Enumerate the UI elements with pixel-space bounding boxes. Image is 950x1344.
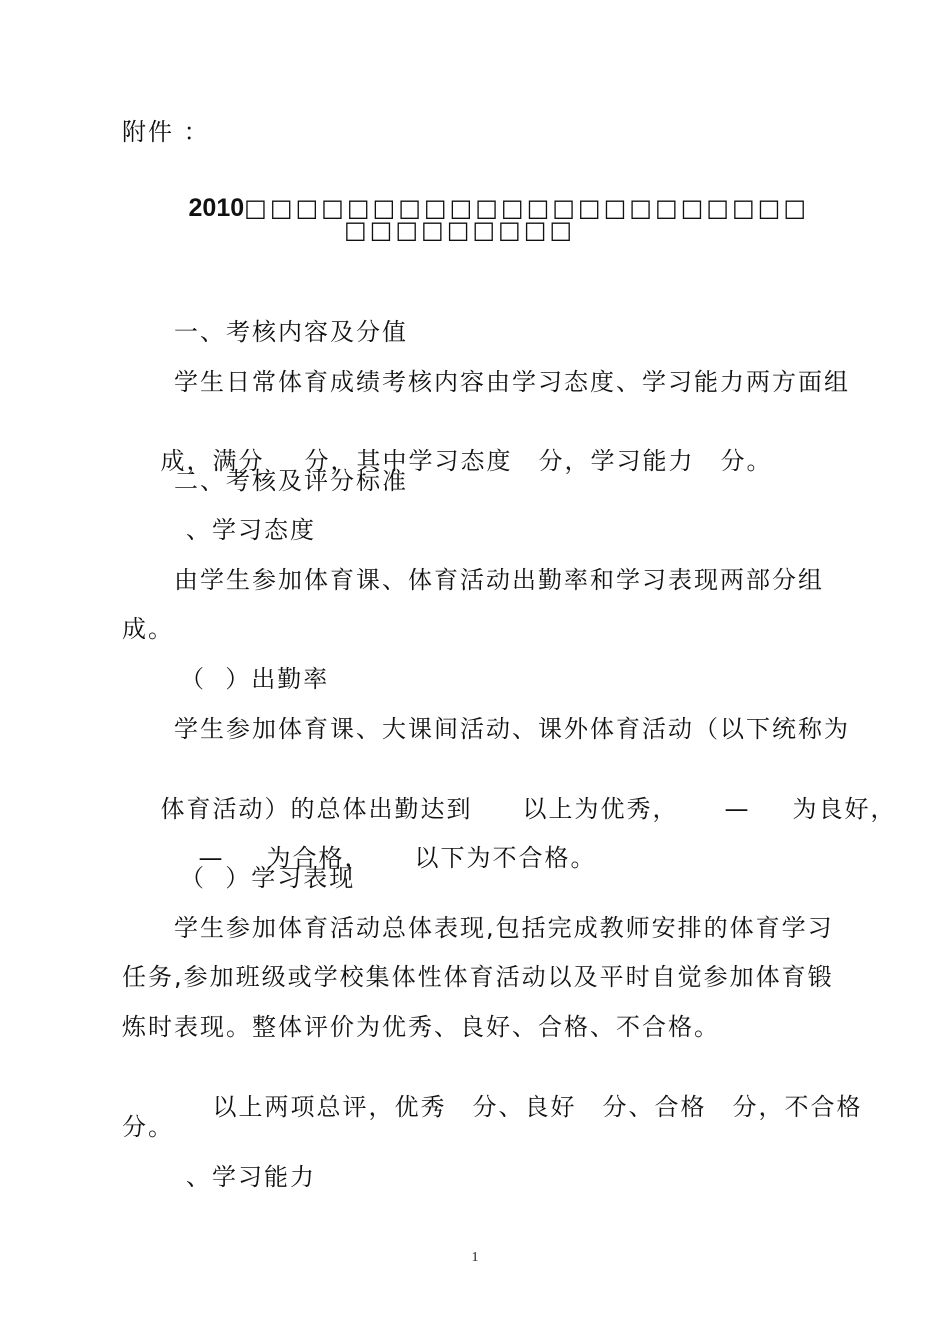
text-fragment: 以上为优秀，	[522, 795, 679, 823]
performance-paragraph-line3: 炼时表现。整体评价为优秀、良好、合格、不合格。	[122, 1013, 720, 1041]
summary-line2: 分。	[122, 1113, 174, 1141]
attitude-paragraph-line2: 成。	[122, 615, 174, 643]
summary-line1	[174, 1062, 863, 1152]
attachment-label: 附件 ：	[122, 118, 210, 146]
section-1-paragraph-line1: 学生日常体育成绩考核内容由学习态度、学习能力两方面组	[174, 368, 850, 396]
text-fragment: 分。	[720, 447, 773, 475]
performance-heading: （ ）学习表现	[180, 864, 356, 892]
text-fragment: 分，不合格	[732, 1093, 863, 1121]
text-fragment: 为良好，	[792, 795, 897, 823]
text-fragment: —	[724, 795, 751, 823]
attendance-paragraph-line1: 学生参加体育课、大课间活动、课外体育活动（以下统称为	[174, 715, 850, 743]
subsection-attitude-heading: 、学习态度	[186, 516, 316, 544]
performance-paragraph-line2: 任务,参加班级或学校集体性体育活动以及平时自觉参加体育锻	[122, 963, 834, 991]
text-fragment: 以下为不合格。	[414, 844, 597, 872]
document-title-line2: □□□□□□□□□	[344, 216, 576, 244]
subsection-ability-heading: 、学习能力	[186, 1163, 316, 1191]
text-fragment: —	[198, 844, 225, 872]
text-fragment: 分，学习能力	[538, 447, 695, 475]
section-2-heading: 二、考核及评分标准	[174, 467, 408, 495]
text-fragment: 分，其中学习态度	[304, 447, 513, 475]
performance-paragraph-line1: 学生参加体育活动总体表现,包括完成教师安排的体育学习	[174, 914, 834, 942]
text-fragment: 为合格，	[266, 844, 371, 872]
section-1-heading: 一、考核内容及分值	[174, 318, 408, 346]
text-fragment: 分、良好	[472, 1093, 577, 1121]
text-fragment: 分、合格	[602, 1093, 707, 1121]
attitude-paragraph-line1: 由学生参加体育课、体育活动出勤率和学习表现两部分组	[174, 566, 824, 594]
attendance-heading: （ ）出勤率	[180, 665, 330, 693]
text-fragment: 成，满分	[160, 447, 265, 475]
title-year: 2010	[188, 194, 245, 222]
page-number: 1	[471, 1250, 479, 1265]
text-fragment: 以上两项总评，优秀	[212, 1093, 447, 1121]
title-rest: □□□□□□□□□□□□□□□□□□□□□□	[244, 194, 810, 222]
text-fragment: 体育活动）的总体出勤达到	[160, 795, 473, 823]
